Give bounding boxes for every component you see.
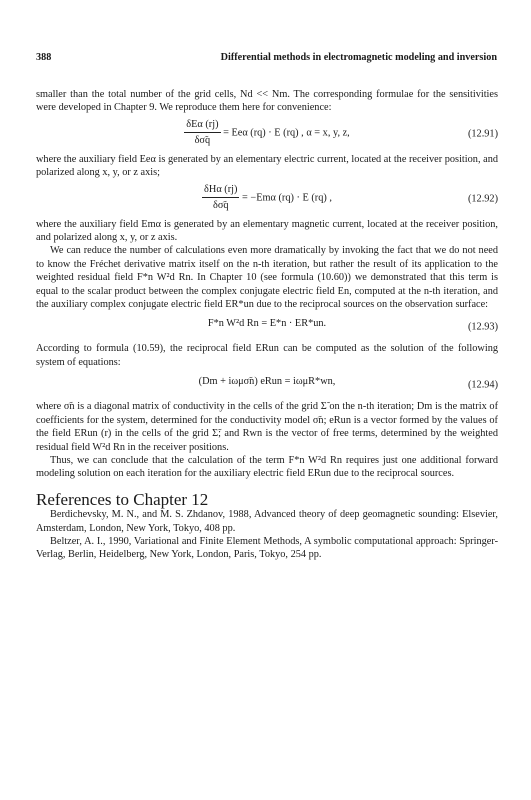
paragraph: Thus, we can conclude that the calculation of the term F*n W²d Rn requires just one additional forward modeling solution on each iteration for the auxiliary electric field ERun due to the reciprocal sources.	[36, 454, 498, 480]
equation-number: (12.92)	[467, 192, 498, 204]
reference-entry: Beltzer, A. I., 1990, Variational and Finite Element Methods, A symbolic computational approach: Springer-Verlag, Berlin, Heidelberg, New York, London, Paris, Tokyo, 254 pp.	[36, 535, 498, 561]
reference-entry: Berdichevsky, M. N., and M. S. Zhdanov, 1988, Advanced theory of deep geomagnetic sounding: Elsevier, Amsterdam, London, New York, Tokyo, 408 pp.	[36, 509, 498, 534]
paragraph: smaller than the total number of the grid cells, Nd << Nm. The corresponding formulae for the sensitivities were developed in Chapter 9. We reproduce them here for convenience:	[36, 89, 498, 114]
equation-12-92	[36, 183, 498, 215]
equation-fraction: $\frac{\text{δHα (rj)}}{\delta\sigmãq}$	[204, 183, 238, 212]
equation-number: (12.93)	[467, 321, 498, 333]
running-title: Differential methods in electromagnetic modeling and inversion	[220, 52, 497, 63]
paragraph: where the auxiliary field Emα is generated by an elementary magnetic current, located at the receiver position, and polarized along x, y, or z axis.	[36, 218, 498, 244]
references-heading: References to Chapter 12	[36, 489, 209, 509]
equation-rhs: = −Emα (rq) · E (rq) ,	[242, 191, 332, 203]
equation-expression: F*n W²d Rn = E*n · ER*un.	[207, 318, 327, 330]
paragraph: where σ̃n is a diagonal matrix of conductivity in the cells of the grid Σ̃ on the n-th iteration; Dm is the matrix of coefficients for the system, determined for the conductivity model σ̃n; eRun is a vector formed by the values of the field ERun (r) in the cells of the grid Σ̃; and Rwn is the vector of free terms, determined by the weighted residual field W²d Rn in the receiver positions.	[36, 401, 498, 453]
equation-12-94	[36, 375, 498, 394]
equation-fraction: $\frac{\text{δEα (rj)}}{\delta\sigmãq}$	[186, 118, 219, 147]
equation-number: (12.91)	[467, 128, 498, 140]
equation-number: (12.94)	[467, 379, 498, 391]
running-header	[36, 52, 497, 66]
paragraph: where the auxiliary field Eeα is generated by an elementary electric current, located at the receiver position, and polarized along x, y, or z axis;	[36, 153, 498, 179]
page-number: 388	[36, 52, 52, 63]
equation-12-91	[36, 118, 498, 150]
paragraph: According to formula (10.59), the reciprocal field ERun can be computed as the solution of the following system of equations:	[36, 343, 498, 368]
equation-expression: (Dm + iωμσ̃n) eRun = iωμR*wn,	[198, 376, 336, 388]
paragraph: We can reduce the number of calculations even more dramatically by invoking the fact that we do not need to know the Fréchet derivative matrix itself on the n-th iteration, but rather the result of its application to the weighted residual field F*n W²d Rn. In Chapter 10 (see formula (10.60)) we demonstrated that this term is equal to the scalar product between the complex conjugate electric field En, computed at the n-th iteration, and the auxiliary complex conjugate electric field ER*un due to the reciprocal sources on the observation surface:	[36, 245, 498, 311]
equation-rhs: = Eeα (rq) · E (rq) , α = x, y, z,	[223, 127, 350, 139]
text-body	[36, 88, 498, 562]
equation-12-93	[36, 317, 498, 336]
